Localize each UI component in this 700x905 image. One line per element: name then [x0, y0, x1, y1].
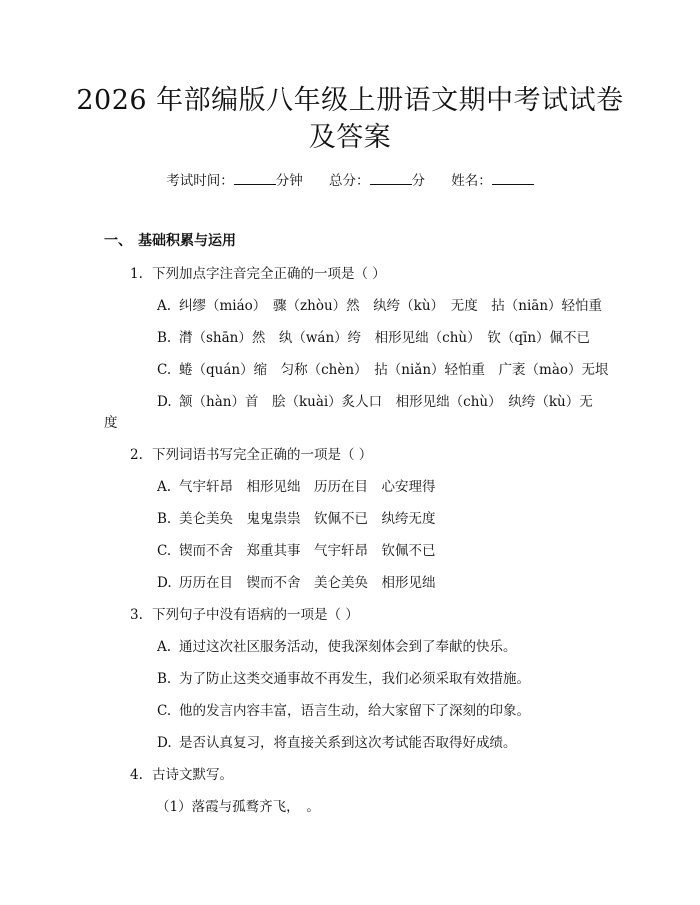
option-text: 美仑美奂 鬼鬼祟祟 钦佩不已 纨绔无度	[179, 511, 436, 527]
option-letter: C.	[157, 703, 172, 719]
document-title	[60, 82, 640, 156]
option-letter: C.	[157, 362, 172, 378]
exam-time-label: 考试时间：	[166, 173, 234, 189]
question-number: 4.	[130, 767, 143, 783]
total-score-field	[329, 169, 425, 189]
question-3-option-b	[157, 667, 530, 687]
total-score-blank	[370, 172, 412, 185]
question-1-option-d	[157, 390, 593, 410]
exam-time-blank	[234, 172, 276, 185]
option-letter: B.	[157, 671, 172, 687]
question-1-option-d-continuation: 度	[104, 415, 118, 431]
option-letter: A.	[157, 298, 172, 314]
option-letter: D.	[157, 394, 172, 410]
option-letter: B.	[157, 511, 172, 527]
option-letter: A.	[157, 479, 172, 495]
exam-time-field	[166, 169, 303, 189]
question-text: 古诗文默写。	[152, 767, 233, 783]
option-letter: D.	[157, 735, 172, 751]
question-2	[130, 443, 372, 463]
option-text: 他的发言内容丰富，语言生动，给大家留下了深刻的印象。	[179, 703, 530, 719]
question-4	[130, 763, 233, 783]
question-1	[130, 262, 386, 282]
option-text: 潸（shān）然 纨（wán）绔 相形见绌（chù） 钦（qīn）佩不已	[179, 330, 591, 346]
option-text: 锲而不舍 郑重其事 气宇轩昂 钦佩不已	[179, 543, 436, 559]
question-number: 1.	[130, 266, 143, 282]
option-text: 蜷（quán）缩 匀称（chèn） 拈（niǎn）轻怕重 广袤（mào）无垠	[179, 362, 609, 378]
question-number: 3.	[130, 607, 143, 623]
option-text: 为了防止这类交通事故不再发生，我们必须采取有效措施。	[179, 671, 530, 687]
question-2-option-c	[157, 539, 436, 559]
question-text: 下列加点字注音完全正确的一项是（ ）	[152, 266, 386, 282]
option-text: 纠缪（miáo） 骤（zhòu）然 纨绔（kù） 无度 拈（niān）轻怕重	[179, 298, 603, 314]
question-3-option-a	[157, 635, 517, 655]
total-score-label: 总分：	[329, 173, 370, 189]
section-heading	[104, 230, 236, 250]
option-letter: B.	[157, 330, 172, 346]
name-label: 姓名：	[451, 173, 492, 189]
option-letter: C.	[157, 543, 172, 559]
title-line-2: 及答案	[308, 122, 392, 153]
question-text: 下列句子中没有语病的一项是（ ）	[152, 607, 359, 623]
option-text: 历历在目 锲而不舍 美仑美奂 相形见绌	[179, 575, 436, 591]
exam-info-line	[0, 169, 700, 189]
option-text: 是否认真复习，将直接关系到这次考试能否取得好成绩。	[179, 735, 517, 751]
exam-time-unit: 分钟	[275, 173, 303, 189]
question-2-option-d	[157, 571, 436, 591]
option-letter: D.	[157, 575, 172, 591]
question-2-option-a	[157, 475, 436, 495]
question-3-option-d	[157, 731, 517, 751]
section-number: 一、	[104, 233, 132, 249]
question-1-option-c	[157, 358, 609, 378]
question-1-option-b	[157, 326, 590, 346]
section-title: 基础积累与运用	[138, 233, 236, 249]
option-text: 通过这次社区服务活动，使我深刻体会到了奉献的快乐。	[179, 639, 517, 655]
option-text: 颔（hàn）首 脍（kuài）炙人口 相形见绌（chù） 纨绔（kù）无	[179, 394, 593, 410]
question-1-option-a	[157, 294, 602, 314]
total-score-unit: 分	[411, 173, 425, 189]
name-field	[451, 169, 534, 189]
title-line-1: 2026 年部编版八年级上册语文期中考试试卷	[76, 85, 624, 116]
question-text: 下列词语书写完全正确的一项是（ ）	[152, 447, 373, 463]
question-3	[130, 603, 359, 623]
question-4-sub-1: （1）落霞与孤鹜齐飞， 。	[156, 799, 320, 815]
question-2-option-b	[157, 507, 436, 527]
question-3-option-c	[157, 699, 530, 719]
option-text: 气宇轩昂 相形见绌 历历在目 心安理得	[179, 479, 436, 495]
question-number: 2.	[130, 447, 143, 463]
option-letter: A.	[157, 639, 172, 655]
name-blank	[492, 172, 534, 185]
